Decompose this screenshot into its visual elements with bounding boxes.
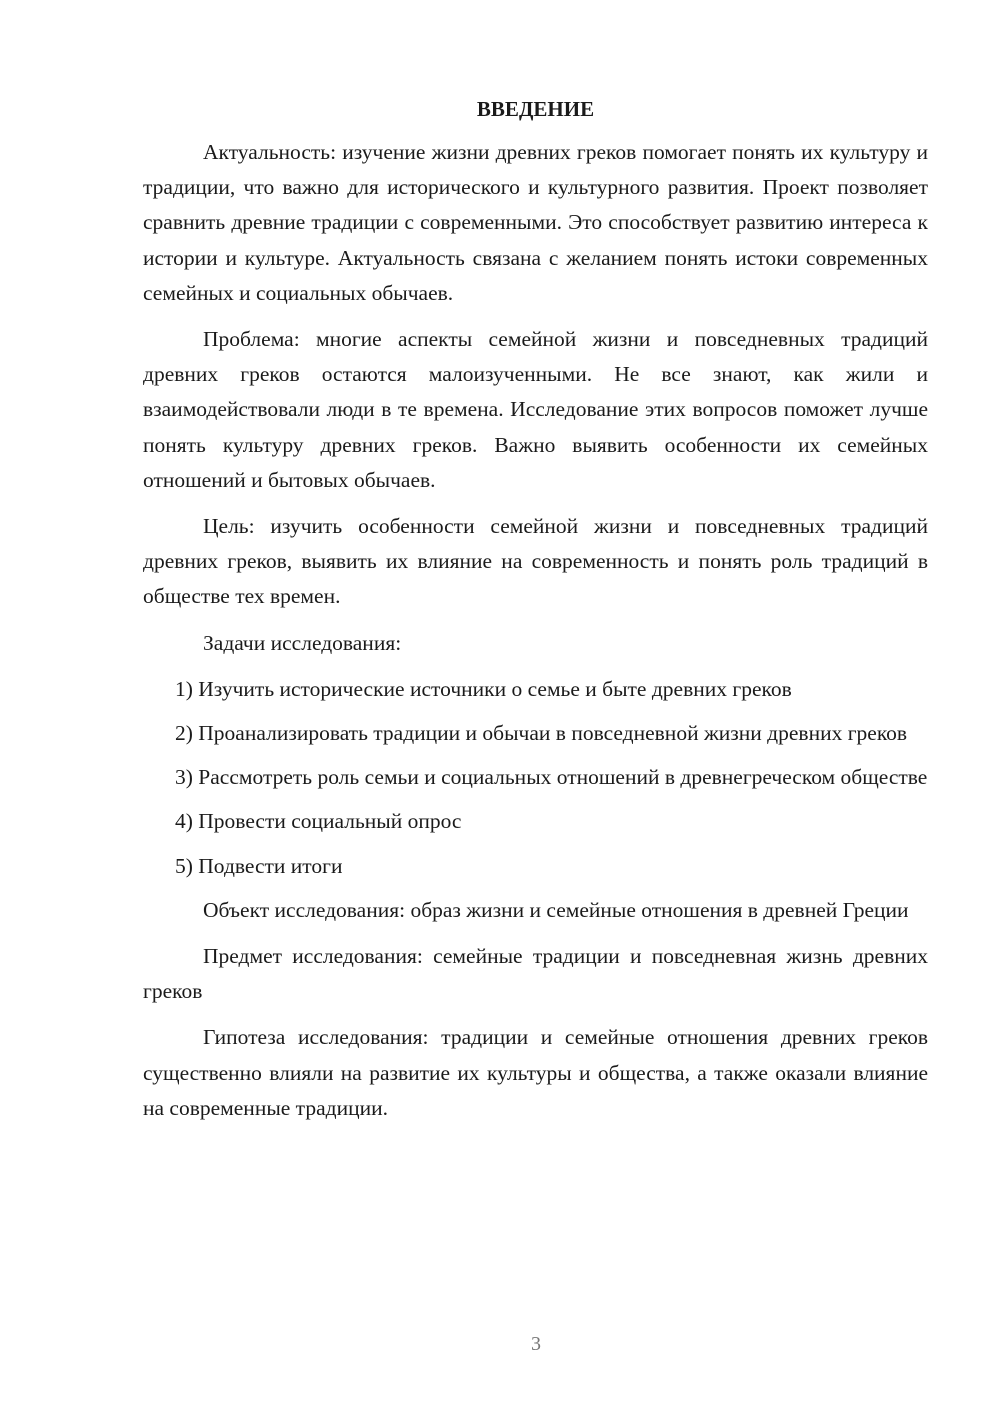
page-number: 3 (531, 1333, 541, 1355)
subject-paragraph: Предмет исследования: семейные традиции и повседневная жизнь древних греков (143, 944, 928, 1004)
goal-paragraph: Цель: изучить особенности семейной жизни и повседневных традиций древних греков, выявить их влияние на современность и понять роль традиций в обществе тех времен. (143, 514, 928, 609)
document-title: ВВЕДЕНИЕ (476, 97, 595, 121)
object-paragraph: Объект исследования: образ жизни и семейные отношения в древней Греции (203, 897, 909, 922)
list-item: 2) Проанализировать традиции и обычаи в повседневной жизни древних греков (175, 721, 908, 746)
tasks-list (143, 672, 928, 884)
document-page (143, 92, 928, 1137)
problem-paragraph: Проблема: многие аспекты семейной жизни и повседневных традиций древних греков остаются малоизученными. Не все знают, как жили и взаимодействовали люди в те времена. Исследование этих вопросов поможет лучше понять культуру древних греков. Важно выявить особенности их семейных отношений и бытовых обычаев. (143, 327, 928, 492)
list-item: 3) Рассмотреть роль семьи и социальных отношений в древнегреческом обществе (175, 765, 928, 790)
relevance-paragraph: Актуальность: изучение жизни древних греков помогает понять их культуру и традиции, что важно для исторического и культурного развития. Проект позволяет сравнить древние традиции с современными. Это способствует развитию интереса к истории и культуре. Актуальность связана с желанием понять истоки современных семейных и социальных обычаев. (143, 140, 928, 305)
list-item: 5) Подвести итоги (175, 853, 343, 878)
list-item: 1) Изучить исторические источники о семье и быте древних греков (175, 676, 792, 701)
tasks-heading: Задачи исследования: (203, 630, 402, 655)
list-item: 4) Провести социальный опрос (175, 809, 462, 834)
hypothesis-paragraph: Гипотеза исследования: традиции и семейные отношения древних греков существенно влияли на развитие их культуры и общества, а также оказали влияние на современные традиции. (143, 1025, 928, 1120)
